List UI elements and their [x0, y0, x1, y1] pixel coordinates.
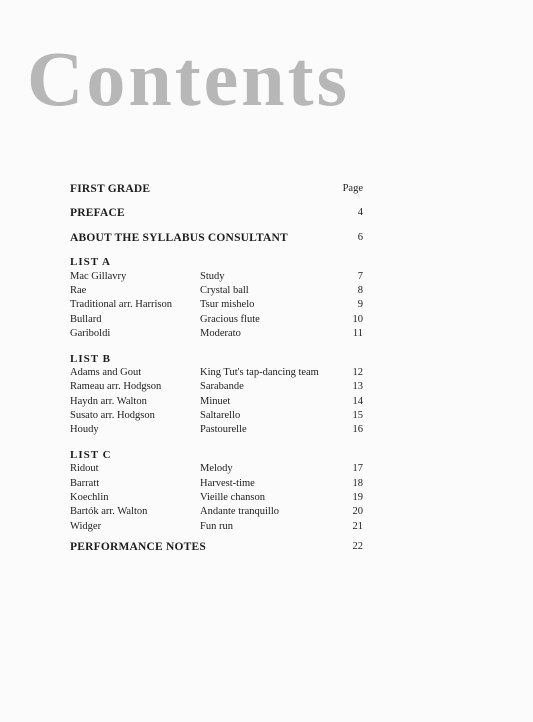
page-number: 10: [352, 313, 363, 325]
page-number: 16: [352, 424, 363, 436]
about-label: ABOUT THE SYLLABUS CONSULTANT: [70, 231, 288, 244]
list-b-header: [70, 352, 365, 366]
piece-title: King Tut's tap-dancing team: [200, 366, 319, 378]
page-number: 21: [352, 520, 363, 532]
composer: Haydn arr. Walton: [70, 395, 147, 407]
list-item[interactable]: [70, 284, 365, 298]
piece-title: Harvest-time: [200, 477, 255, 489]
composer: Bullard: [70, 313, 102, 325]
performance-notes-row[interactable]: [70, 540, 365, 554]
list-item[interactable]: [70, 313, 365, 327]
list-item[interactable]: [70, 366, 365, 380]
page-title: Contents: [27, 35, 351, 122]
page-column-header: Page: [342, 183, 363, 194]
composer: Rae: [70, 284, 87, 296]
piece-title: Crystal ball: [200, 284, 249, 296]
about-page: 6: [357, 231, 363, 243]
composer: Widger: [70, 520, 102, 532]
list-item[interactable]: [70, 505, 365, 519]
page-number: 8: [357, 284, 363, 296]
list-item[interactable]: [70, 327, 365, 341]
piece-title: Pastourelle: [200, 424, 247, 436]
list-b-label: LIST B: [70, 352, 111, 365]
list-item[interactable]: [70, 270, 365, 284]
list-c-label: LIST C: [70, 448, 112, 461]
first-grade-row: [70, 182, 365, 196]
page-number: 19: [352, 492, 363, 504]
piece-title: Melody: [200, 463, 233, 475]
composer: Houdy: [70, 424, 99, 436]
piece-title: Sarabande: [200, 381, 244, 393]
list-item[interactable]: [70, 423, 365, 437]
performance-notes-page: 22: [352, 541, 363, 553]
piece-title: Tsur mishelo: [200, 299, 255, 311]
list-a-header: [70, 255, 365, 269]
composer: Ridout: [70, 463, 99, 475]
list-item[interactable]: [70, 298, 365, 312]
composer: Barratt: [70, 477, 100, 489]
piece-title: Minuet: [200, 395, 231, 407]
preface-row[interactable]: [70, 206, 365, 220]
composer: Susato arr. Hodgson: [70, 410, 155, 422]
page-number: 14: [352, 395, 363, 407]
composer: Bartók arr. Walton: [70, 506, 148, 518]
list-item[interactable]: [70, 380, 365, 394]
first-grade-heading: FIRST GRADE: [70, 183, 151, 195]
preface-label: PREFACE: [70, 207, 125, 220]
piece-title: Vieille chanson: [200, 492, 265, 504]
about-row[interactable]: [70, 231, 365, 245]
composer: Mac Gillavry: [70, 270, 127, 282]
page-number: 11: [352, 328, 363, 340]
page-number: 17: [352, 463, 363, 475]
page-number: 9: [357, 299, 363, 311]
piece-title: Saltarello: [200, 410, 241, 422]
list-item[interactable]: [70, 462, 365, 476]
composer: Koechlin: [70, 492, 109, 504]
piece-title: Moderato: [200, 328, 241, 340]
page-number: 20: [352, 506, 363, 518]
list-item[interactable]: [70, 520, 365, 534]
performance-notes-label: PERFORMANCE NOTES: [70, 541, 206, 554]
composer: Adams and Gout: [70, 366, 142, 378]
list-item[interactable]: [70, 477, 365, 491]
composer: Traditional arr. Harrison: [70, 299, 172, 311]
piece-title: Andante tranquillo: [200, 506, 280, 518]
list-item[interactable]: [70, 409, 365, 423]
list-item[interactable]: [70, 395, 365, 409]
page-number: 7: [357, 270, 363, 282]
table-of-contents: [70, 182, 365, 555]
list-c-header: [70, 448, 365, 462]
page-number: 15: [352, 410, 363, 422]
piece-title: Study: [200, 270, 225, 282]
page-number: 12: [352, 366, 363, 378]
preface-page: 4: [357, 207, 363, 219]
list-a-label: LIST A: [70, 256, 111, 269]
piece-title: Gracious flute: [200, 313, 260, 325]
page-number: 13: [352, 381, 363, 393]
list-item[interactable]: [70, 491, 365, 505]
composer: Gariboldi: [70, 328, 111, 340]
page-number: 18: [352, 477, 363, 489]
piece-title: Fun run: [200, 520, 233, 532]
composer: Rameau arr. Hodgson: [70, 381, 162, 393]
